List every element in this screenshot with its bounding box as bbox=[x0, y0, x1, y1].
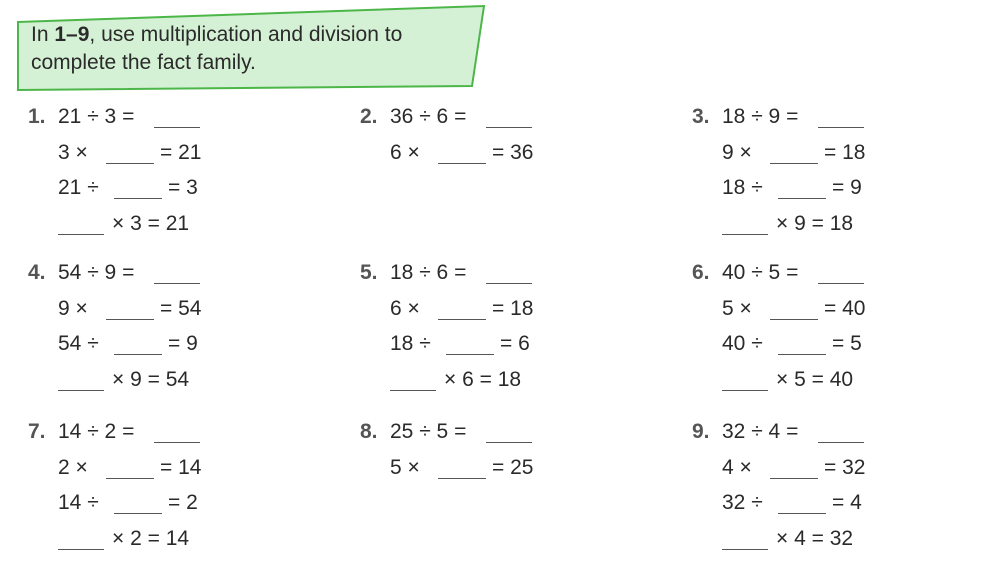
equation-text: × 9 = 54 bbox=[112, 367, 190, 391]
answer-blank[interactable] bbox=[778, 513, 826, 514]
answer-blank[interactable] bbox=[770, 478, 818, 479]
fact-line bbox=[58, 525, 318, 553]
problem-number: 7. bbox=[28, 420, 46, 443]
fact-line bbox=[390, 366, 650, 394]
answer-blank[interactable] bbox=[154, 283, 200, 284]
answer-blank[interactable] bbox=[106, 319, 154, 320]
equation-text: × 3 = 21 bbox=[112, 211, 190, 235]
fact-line bbox=[390, 295, 650, 323]
fact-line bbox=[722, 174, 982, 202]
problem-4 bbox=[28, 259, 328, 409]
equation-text: = 25 bbox=[492, 455, 534, 479]
fact-line bbox=[722, 366, 982, 394]
problem-2 bbox=[360, 103, 660, 253]
answer-blank[interactable] bbox=[778, 354, 826, 355]
answer-blank[interactable] bbox=[722, 549, 768, 550]
answer-blank[interactable] bbox=[770, 319, 818, 320]
fact-line bbox=[722, 489, 982, 517]
problem-number: 9. bbox=[692, 420, 710, 443]
answer-blank[interactable] bbox=[58, 549, 104, 550]
fact-line bbox=[722, 259, 982, 287]
fact-line bbox=[58, 295, 318, 323]
instruction-line2: complete the fact family. bbox=[31, 51, 256, 74]
equation-text: = 54 bbox=[160, 296, 202, 320]
problem-number: 8. bbox=[360, 420, 378, 443]
equation-text: 32 ÷ 4 = bbox=[722, 420, 799, 443]
fact-line bbox=[390, 259, 650, 287]
equation-text: × 4 = 32 bbox=[776, 526, 854, 550]
equation-text: 9 × bbox=[722, 140, 752, 164]
equation-text: = 4 bbox=[832, 491, 862, 514]
answer-blank[interactable] bbox=[154, 127, 200, 128]
fact-line bbox=[58, 366, 318, 394]
instruction-prefix: In bbox=[31, 23, 55, 46]
answer-blank[interactable] bbox=[390, 390, 436, 391]
fact-line bbox=[58, 489, 318, 517]
answer-blank[interactable] bbox=[818, 442, 864, 443]
problem-6 bbox=[692, 259, 992, 409]
answer-blank[interactable] bbox=[114, 513, 162, 514]
equation-text: = 14 bbox=[160, 455, 202, 479]
fact-line bbox=[390, 103, 650, 131]
equation-text: 40 ÷ 5 = bbox=[722, 261, 799, 284]
equation-text: 25 ÷ 5 = bbox=[390, 420, 467, 443]
equation-text: = 2 bbox=[168, 491, 198, 514]
problem-number: 5. bbox=[360, 261, 378, 284]
equation-text: 5 × bbox=[722, 296, 752, 320]
fact-line bbox=[722, 103, 982, 131]
equation-text: = 3 bbox=[168, 176, 198, 199]
equation-text: 40 ÷ bbox=[722, 332, 763, 355]
fact-line bbox=[722, 525, 982, 553]
equation-text: 18 ÷ 9 = bbox=[722, 105, 799, 128]
problem-number: 2. bbox=[360, 105, 378, 128]
equation-text: × 9 = 18 bbox=[776, 211, 854, 235]
answer-blank[interactable] bbox=[778, 198, 826, 199]
fact-line bbox=[722, 139, 982, 167]
equation-text: = 9 bbox=[832, 176, 862, 199]
equation-text: 54 ÷ bbox=[58, 332, 99, 355]
problem-number: 6. bbox=[692, 261, 710, 284]
equation-text: 54 ÷ 9 = bbox=[58, 261, 135, 284]
equation-text: = 32 bbox=[824, 455, 866, 479]
problem-9 bbox=[692, 418, 992, 568]
answer-blank[interactable] bbox=[722, 390, 768, 391]
equation-text: = 40 bbox=[824, 296, 866, 320]
fact-line bbox=[722, 295, 982, 323]
fact-line bbox=[58, 210, 318, 238]
answer-blank[interactable] bbox=[722, 234, 768, 235]
answer-blank[interactable] bbox=[818, 283, 864, 284]
answer-blank[interactable] bbox=[818, 127, 864, 128]
equation-text: 14 ÷ 2 = bbox=[58, 420, 135, 443]
problem-number: 4. bbox=[28, 261, 46, 284]
equation-text: 32 ÷ bbox=[722, 491, 763, 514]
equation-text: × 2 = 14 bbox=[112, 526, 190, 550]
instruction-text bbox=[31, 21, 471, 77]
fact-line bbox=[390, 139, 650, 167]
answer-blank[interactable] bbox=[154, 442, 200, 443]
answer-blank[interactable] bbox=[486, 442, 532, 443]
answer-blank[interactable] bbox=[58, 390, 104, 391]
problem-number: 1. bbox=[28, 105, 46, 128]
answer-blank[interactable] bbox=[106, 478, 154, 479]
equation-text: = 36 bbox=[492, 140, 534, 164]
equation-text: = 6 bbox=[500, 332, 530, 355]
fact-line bbox=[58, 330, 318, 358]
equation-text: 3 × bbox=[58, 140, 88, 164]
fact-line bbox=[58, 103, 318, 131]
answer-blank[interactable] bbox=[106, 163, 154, 164]
equation-text: 5 × bbox=[390, 455, 420, 479]
answer-blank[interactable] bbox=[438, 319, 486, 320]
equation-text: = 18 bbox=[824, 140, 866, 164]
equation-text: 18 ÷ bbox=[390, 332, 431, 355]
answer-blank[interactable] bbox=[438, 478, 486, 479]
problem-1 bbox=[28, 103, 328, 253]
equation-text: 2 × bbox=[58, 455, 88, 479]
problem-3 bbox=[692, 103, 992, 253]
equation-text: 9 × bbox=[58, 296, 88, 320]
equation-text: = 21 bbox=[160, 140, 202, 164]
equation-text: = 9 bbox=[168, 332, 198, 355]
equation-text: 21 ÷ 3 = bbox=[58, 105, 135, 128]
fact-line bbox=[58, 174, 318, 202]
fact-line bbox=[722, 210, 982, 238]
equation-text: = 5 bbox=[832, 332, 862, 355]
fact-line bbox=[722, 418, 982, 446]
equation-text: 18 ÷ bbox=[722, 176, 763, 199]
answer-blank[interactable] bbox=[446, 354, 494, 355]
answer-blank[interactable] bbox=[438, 163, 486, 164]
fact-line bbox=[390, 418, 650, 446]
equation-text: × 5 = 40 bbox=[776, 367, 854, 391]
equation-text: 6 × bbox=[390, 296, 420, 320]
equation-text: 4 × bbox=[722, 455, 752, 479]
fact-line bbox=[58, 259, 318, 287]
equation-text: × 6 = 18 bbox=[444, 367, 522, 391]
instruction-range: 1–9 bbox=[54, 23, 90, 46]
fact-line bbox=[390, 454, 650, 482]
fact-line bbox=[722, 330, 982, 358]
equation-text: 14 ÷ bbox=[58, 491, 99, 514]
fact-line bbox=[58, 139, 318, 167]
problem-8 bbox=[360, 418, 660, 568]
equation-text: 36 ÷ 6 = bbox=[390, 105, 467, 128]
fact-line bbox=[722, 454, 982, 482]
equation-text: 6 × bbox=[390, 140, 420, 164]
equation-text: = 18 bbox=[492, 296, 534, 320]
fact-line bbox=[390, 330, 650, 358]
equation-text: 18 ÷ 6 = bbox=[390, 261, 467, 284]
answer-blank[interactable] bbox=[114, 198, 162, 199]
instruction-box bbox=[16, 4, 456, 82]
answer-blank[interactable] bbox=[770, 163, 818, 164]
problem-5 bbox=[360, 259, 660, 409]
equation-text: 21 ÷ bbox=[58, 176, 99, 199]
problem-number: 3. bbox=[692, 105, 710, 128]
answer-blank[interactable] bbox=[58, 234, 104, 235]
fact-line bbox=[58, 418, 318, 446]
fact-line bbox=[58, 454, 318, 482]
answer-blank[interactable] bbox=[114, 354, 162, 355]
answer-blank[interactable] bbox=[486, 283, 532, 284]
answer-blank[interactable] bbox=[486, 127, 532, 128]
instruction-rest: , use multiplication and division to bbox=[89, 23, 403, 46]
problem-7 bbox=[28, 418, 328, 568]
